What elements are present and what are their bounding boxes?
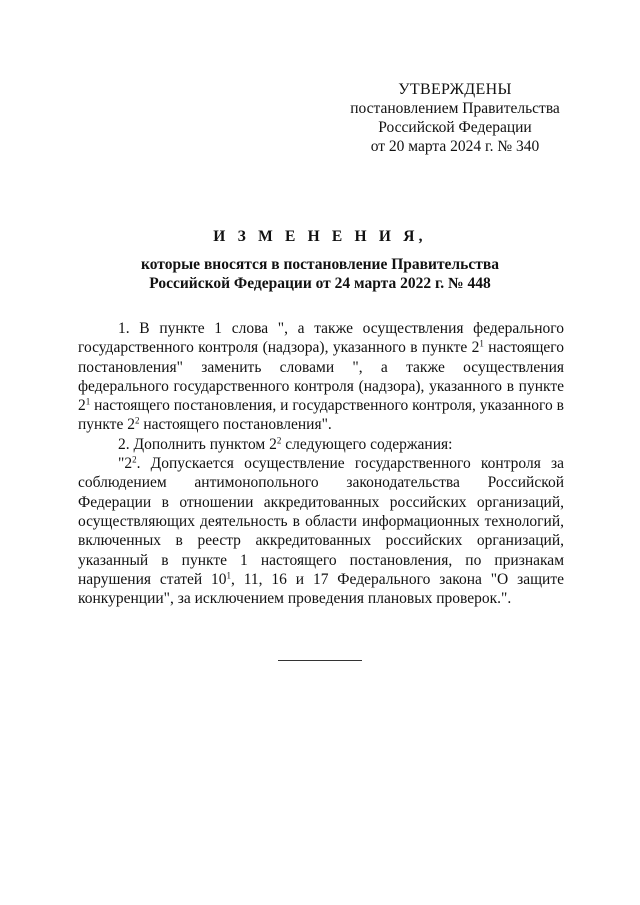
text: , 11, 16 и 17 Федерального закона "О защите конкуренции", за исключением проведения плановых проверок.". (78, 570, 564, 608)
superscript: 2 (134, 416, 140, 427)
superscript: 1 (226, 570, 232, 581)
end-divider (278, 660, 362, 661)
approval-heading: УТВЕРЖДЕНЫ (398, 81, 512, 98)
text: 1. В пункте 1 слова ", а также осуществления федерального государственного контроля (надзора), указанного в пункте 2 (78, 320, 564, 357)
document-title (0, 227, 640, 293)
superscript: 2 (132, 454, 137, 465)
superscript: 1 (85, 396, 91, 407)
document-body (78, 319, 564, 608)
paragraph-3 (78, 454, 564, 608)
paragraph-2 (78, 435, 564, 454)
approval-date-number: от 20 марта 2024 г. № 340 (370, 138, 540, 155)
text: 2. Дополнить пунктом 2 (118, 435, 277, 453)
superscript: 2 (276, 435, 282, 446)
paragraph-1 (78, 319, 564, 435)
superscript: 1 (479, 338, 484, 349)
approval-line: Российской Федерации (378, 119, 532, 136)
approval-block (330, 80, 580, 156)
text: следующего содержания: (281, 435, 453, 453)
text: "2 (118, 455, 133, 473)
text: настоящего постановления" заменить словами ", а также осуществления федерального государственного контроля (надзора), указанного в пункте 2 (78, 339, 565, 415)
title-subtitle: Российской Федерации от 24 марта 2022 г. № 448 (149, 275, 491, 292)
text: настоящего постановления, и государственного контроля, указанного в пункте 2 (78, 397, 564, 434)
text: . Допускается осуществление государственного контроля за соблюдением антимонопольного законодательства Российской Федерации в отношении аккредитованных российских организаций, осуществляющих деятельность в области информационных технологий, включенных в реестр аккредитованных российских организаций, указанный в пункте 1 настоящего постановления, по признакам нарушения статей 10 (78, 455, 564, 588)
title-main: И З М Е Н Е Н И Я, (213, 228, 427, 245)
title-subtitle: которые вносятся в постановление Правительства (141, 256, 499, 273)
approval-line: постановлением Правительства (350, 100, 560, 117)
text: настоящего постановления". (139, 416, 332, 434)
